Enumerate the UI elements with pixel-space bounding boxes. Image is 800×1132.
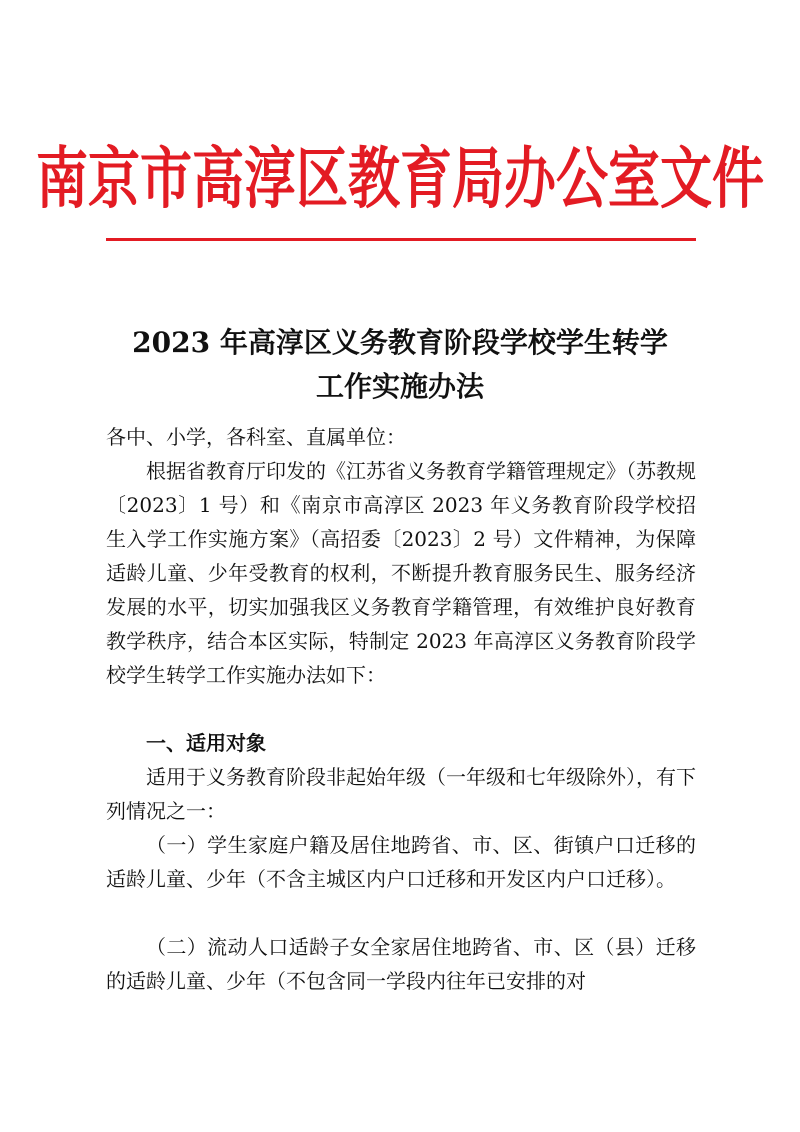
- salutation: 各中、小学，各科室、直属单位：: [106, 425, 406, 449]
- document-title-line-1: 2023 年高淳区义务教育阶段学校学生转学: [132, 326, 668, 359]
- body-paragraph-1: 根据省教育厅印发的《江苏省义务教育学籍管理规定》（苏教规〔2023〕1 号）和《南京市高淳区 2023 年义务教育阶段学校招生入学工作实施方案》（高招委〔2023〕2 号）文件精神，为保障适龄儿童、少年受教育的权利，不断提升教育服务民生、服务经济发展的水平，切实加强我区义务教育学籍管理，有效维护良好教育教学秩序，结合本区实际，特制定 2023 年高淳区义务教育阶段学校学生转学工作实施办法如下：: [106, 459, 696, 687]
- body-paragraph-3: （一）学生家庭户籍及居住地跨省、市、区、街镇户口迁移的适龄儿童、少年（不含主城区内户口迁移和开发区内户口迁移）。: [106, 833, 696, 891]
- issuer-header-title: 南京市高淳区教育局办公室文件: [35, 140, 764, 219]
- body-paragraph-4: （二）流动人口适龄子女全家居住地跨省、市、区（县）迁移的适龄儿童、少年（不包含同一学段内往年已安排的对: [106, 935, 696, 993]
- header-red-rule: [106, 238, 696, 241]
- body-paragraph-2: 适用于义务教育阶段非起始年级（一年级和七年级除外），有下列情况之一：: [106, 765, 696, 823]
- document-title-line-2: 工作实施办法: [315, 370, 484, 403]
- section-heading-1: 一、适用对象: [146, 731, 266, 755]
